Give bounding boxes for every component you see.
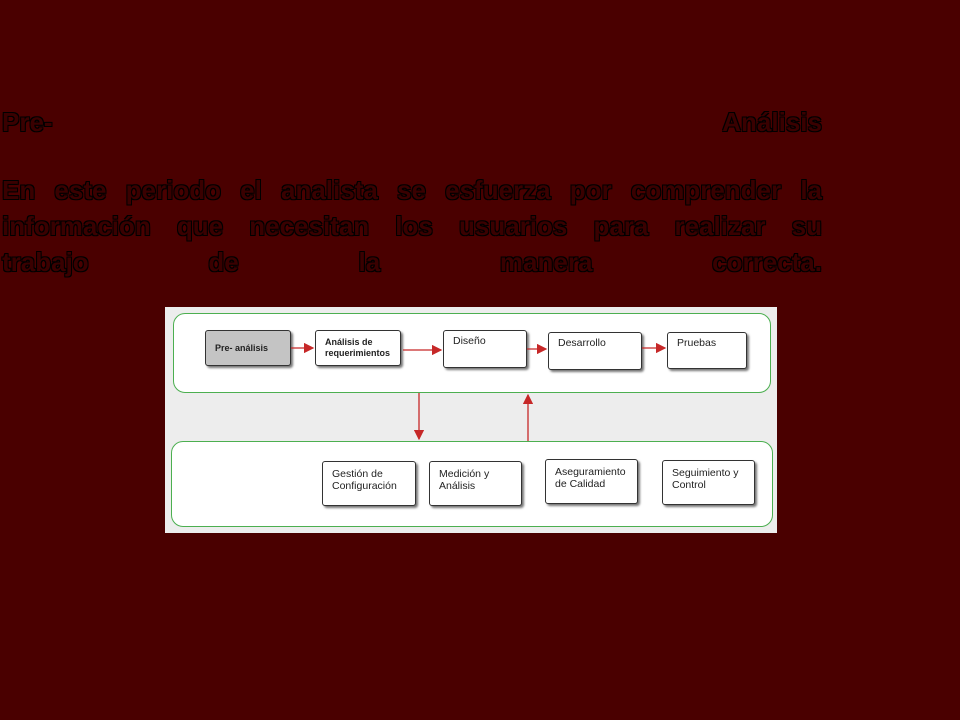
heading-right: Análisis (722, 107, 822, 137)
heading-left: Pre- (2, 107, 53, 137)
pre-analysis-label: Pre- análisis (215, 343, 269, 353)
process-diagram (165, 307, 777, 533)
quality-assurance-label: Aseguramiento de Calidad (555, 466, 626, 490)
testing-label: Pruebas (677, 337, 717, 349)
requirements-analysis-label: Análisis de requerimientos (325, 337, 391, 358)
design-label: Diseño (453, 335, 486, 347)
slide-heading (2, 104, 822, 140)
paragraph-line: trabajo de la manera correcta. (2, 247, 822, 277)
slide-paragraph (2, 172, 822, 280)
measurement-analysis-label: Medición y Análisis (439, 468, 490, 492)
arrows (165, 307, 777, 533)
config-management-label: Gestión de Configuración (332, 468, 397, 492)
monitoring-control-label: Seguimiento y Control (672, 467, 739, 491)
paragraph-line: En este periodo el analista se esfuerza por comprender la (2, 175, 822, 205)
development-label: Desarrollo (558, 337, 606, 349)
paragraph-line: información que necesitan los usuarios para realizar su (2, 211, 822, 241)
